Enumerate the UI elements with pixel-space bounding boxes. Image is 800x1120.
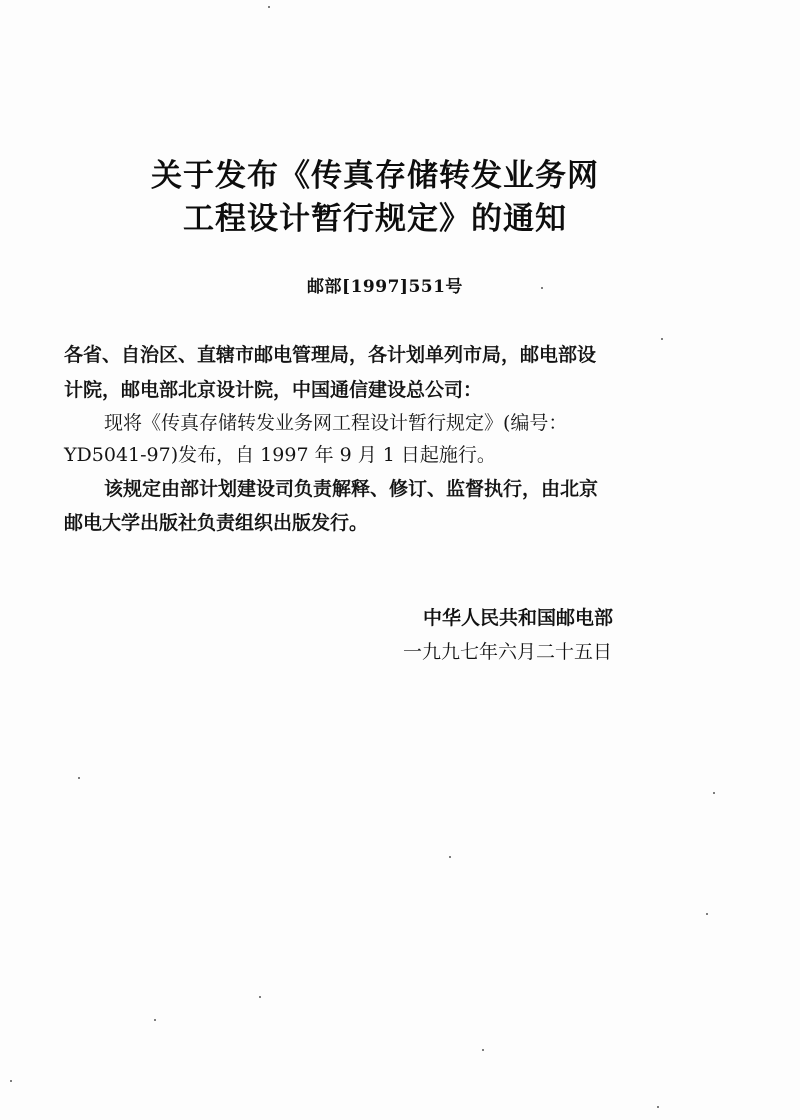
paragraph-2-line-2: 邮电大学出版社负责组织出版发行。	[64, 512, 369, 534]
scan-speck	[78, 777, 80, 779]
issuing-organization: 中华人民共和国邮电部	[423, 607, 614, 629]
recipients-line-2: 计院，邮电部北京设计院，中国通信建设总公司：	[64, 379, 483, 401]
scan-speck	[259, 996, 261, 998]
scan-speck	[657, 1106, 659, 1108]
paragraph-1-line-1: 现将《传真存储转发业务网工程设计暂行规定》(编号：	[104, 412, 568, 434]
scan-speck	[706, 913, 708, 915]
notice-title-line-1: 关于发布《传真存储转发业务网	[151, 158, 599, 194]
scan-speck	[268, 6, 270, 8]
scan-speck	[154, 1019, 156, 1021]
scan-speck	[713, 792, 715, 794]
scan-speck	[10, 1080, 12, 1082]
paragraph-2-line-1: 该规定由部计划建设司负责解释、修订、监督执行，由北京	[104, 478, 599, 500]
scan-speck	[661, 338, 663, 340]
document-number: 邮部[1997]551号	[307, 277, 463, 297]
scan-speck	[449, 856, 451, 858]
scan-speck	[482, 1049, 484, 1051]
notice-title-line-2: 工程设计暂行规定》的通知	[183, 201, 567, 237]
recipients-line-1: 各省、自治区、直辖市邮电管理局，各计划单列市局，邮电部设	[64, 344, 597, 366]
issue-date: 一九九七年六月二十五日	[403, 641, 613, 663]
paragraph-1-line-2: YD5041-97)发布，自 1997 年 9 月 1 日起施行。	[64, 444, 496, 466]
scan-speck	[541, 287, 543, 289]
